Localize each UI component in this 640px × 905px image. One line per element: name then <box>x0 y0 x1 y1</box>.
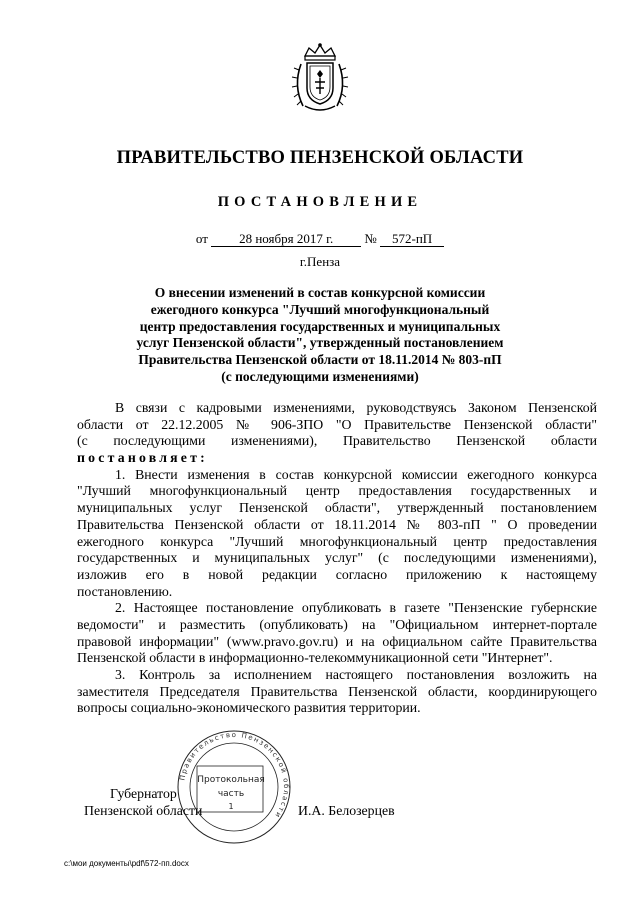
subject-line: (с последующими изменениями) <box>221 368 419 384</box>
body-line: муниципальных услуг Пензенской области", утвержденный постановлением <box>77 500 597 516</box>
document-number: 572-пП <box>380 232 444 247</box>
subject-line: О внесении изменений в состав конкурсной комиссии <box>154 285 486 300</box>
document-date: 28 ноября 2017 г. <box>211 232 361 247</box>
stamp-line-1: Протокольная <box>197 775 265 785</box>
document-type-heading: ПОСТАНОВЛЕНИЕ <box>217 194 423 210</box>
document-body <box>77 400 597 717</box>
body-line: государственных и муниципальных услуг" (с последующими изменениями), <box>77 550 597 566</box>
body-line: В связи с кадровыми изменениями, руководствуясь Законом Пензенской <box>115 400 597 415</box>
subject-line: центр предоставления государственных и муниципальных <box>139 318 501 334</box>
stamp-ring-text: Правительство Пензенской области <box>178 730 291 820</box>
stamp-line-2: часть <box>217 789 245 799</box>
body-line: 3. Контроль за исполнением настоящего постановления возложить на <box>115 667 597 682</box>
number-prefix: № <box>364 231 377 246</box>
document-subject <box>100 285 540 386</box>
coat-of-arms-icon <box>291 42 349 114</box>
resolves-word: постановляет: <box>77 450 208 466</box>
body-line: Пензенской области в информационно-телекоммуникационной сети "Интернет". <box>77 650 553 666</box>
body-line: заместителя Председателя Правительства Пензенской области, координирующего <box>77 683 597 699</box>
body-line <box>77 450 597 467</box>
body-line: Правительства Пензенской области от 18.11.2014 № 803-пП " О проведении <box>77 516 597 532</box>
official-stamp <box>175 728 293 846</box>
subject-line: ежегодного конкурса "Лучший многофункциональный <box>150 301 490 317</box>
body-line: 1. Внести изменения в состав конкурсной комиссии ежегодного конкурса <box>115 466 597 482</box>
body-line: постановлению. <box>77 583 173 599</box>
city-label: г.Пенза <box>299 254 341 269</box>
signatory-region: Пензенской области <box>84 803 203 818</box>
body-line: изложив его в новой редакции согласно приложению к настоящему <box>77 566 597 582</box>
body-line: 2. Настоящее постановление опубликовать в газете "Пензенские губернские <box>115 600 597 616</box>
body-line: правовой информации" (www.pravo.gov.ru) и на официальном сайте Правительства <box>77 633 597 649</box>
body-line: ведомости" и разместить (опубликовать) на "Официальном интернет-портале <box>77 616 597 632</box>
signatory-name: И.А. Белозерцев <box>298 803 395 818</box>
body-line: (с последующими изменениями), Правительство Пензенской области <box>77 433 597 449</box>
signatory-title: Губернатор <box>110 786 177 801</box>
file-path-footer: с:\мои документы\pdf\572-пп.docx <box>64 859 189 868</box>
government-title: ПРАВИТЕЛЬСТВО ПЕНЗЕНСКОЙ ОБЛАСТИ <box>116 148 524 168</box>
date-prefix: от <box>195 231 208 246</box>
body-line: вопросы социально-экономического развития территории. <box>77 700 421 716</box>
body-line: ежегодного конкурса "Лучший многофункциональный центр предоставления <box>77 533 597 549</box>
subject-line: услуг Пензенской области", утвержденный постановлением <box>136 335 504 351</box>
stamp-number: 1 <box>228 802 234 811</box>
subject-line: Правительства Пензенской области от 18.11.2014 № 803-пП <box>138 352 502 368</box>
body-line: "Лучший многофункциональный центр предоставления государственных и <box>77 483 597 499</box>
body-line: области от 22.12.2005 № 906-ЗПО "О Правительстве Пензенской области" <box>77 416 597 432</box>
date-number-line <box>0 231 640 247</box>
